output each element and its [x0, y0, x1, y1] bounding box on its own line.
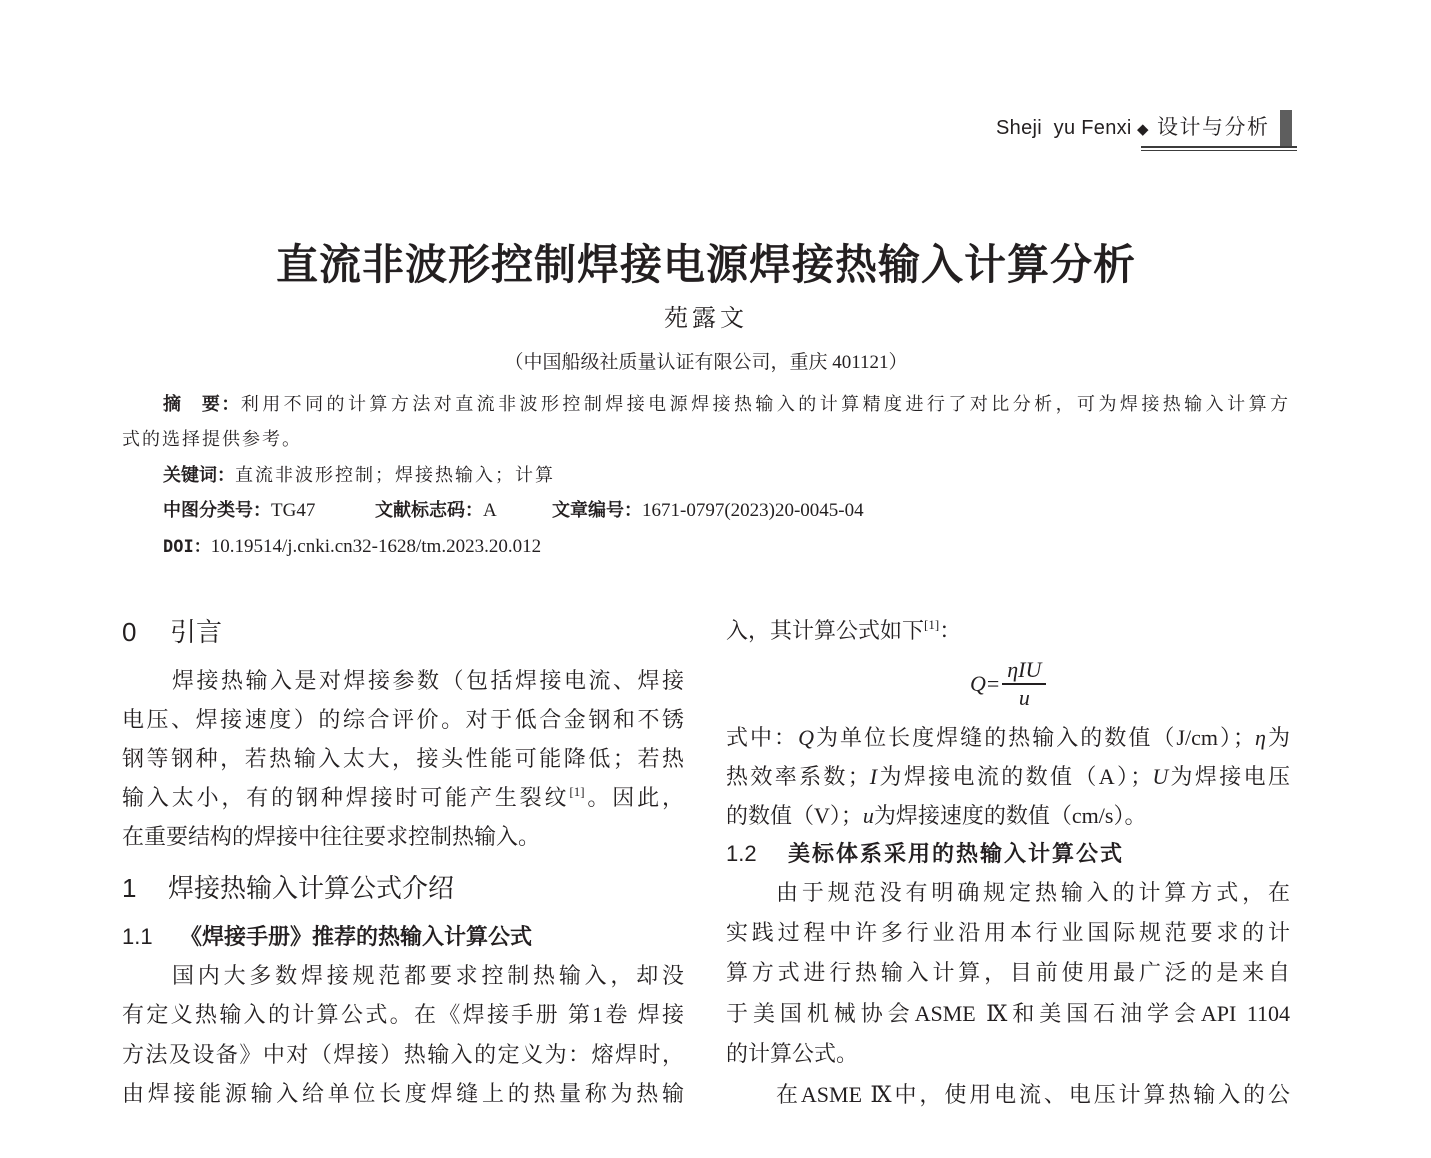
text-run: 入，其计算公式如下	[726, 618, 925, 643]
section-1-2-number: 1.2	[726, 841, 757, 866]
text-run: 为单位长度焊缝的热输入的数值（J/cm）；	[813, 725, 1256, 750]
text-line: 电压、焊接速度）的综合评价。对于低合金钢和不锈	[122, 707, 684, 732]
keywords-text: 直流非波形控制；焊接热输入；计算	[235, 465, 555, 485]
running-header-section: 设计与分析	[1157, 116, 1270, 139]
abstract-line: 式的选择提供参考。	[122, 429, 302, 449]
doi-label: DOI：	[163, 537, 211, 557]
section-0-number: 0	[122, 617, 137, 647]
text-run: 的数值（V）；	[726, 803, 863, 828]
introduction-paragraph	[122, 661, 684, 856]
formula-fraction	[1002, 657, 1046, 711]
text-line	[726, 796, 1290, 835]
section-1-1-number: 1.1	[122, 924, 153, 949]
text-line	[726, 718, 1290, 757]
handbook-paragraph-continued	[726, 611, 1290, 650]
text-line: 有定义热输入的计算公式。在《焊接手册 第1卷 焊接	[122, 1002, 684, 1028]
paper-title: 直流非波形控制焊接电源焊接热输入计算分析	[275, 241, 1136, 288]
text-line: 国内大多数焊接规范都要求控制热输入，却没	[172, 963, 684, 988]
text-line	[122, 778, 684, 817]
text-line: 在ASME Ⅸ中，使用电流、电压计算热输入的公	[776, 1082, 1290, 1107]
text-run: 为焊接速度的数值（cm/s）。	[873, 803, 1147, 828]
document-code-value: A	[483, 500, 497, 521]
text-line: 焊接热输入是对焊接参数（包括焊接电流、焊接	[172, 668, 684, 693]
section-1-number: 1	[122, 873, 137, 903]
text-line	[726, 611, 1290, 650]
article-number-label: 文章编号：	[552, 500, 642, 520]
handbook-paragraph	[122, 956, 684, 1113]
text-run: 为焊接电流的数值（A）；	[877, 764, 1153, 789]
article-number-value: 1671-0797(2023)20-0045-04	[642, 500, 864, 521]
header-bar-decoration	[1280, 110, 1292, 146]
clc-label: 中图分类号：	[163, 500, 271, 520]
formula-equals: =	[986, 671, 1000, 696]
asme-api-paragraph	[726, 873, 1290, 1074]
asme-ix-paragraph	[726, 1075, 1290, 1115]
math-variable: η	[1255, 725, 1266, 750]
doi-value: 10.19514/j.cnki.cn32-1628/tm.2023.20.012	[210, 536, 542, 557]
document-code-label: 文献标志码：	[375, 500, 483, 520]
text-line: 在重要结构的焊接中往往要求控制热输入。	[122, 824, 541, 849]
text-line: 算方式进行热输入计算，目前使用最广泛的是来自	[726, 960, 1290, 986]
citation-superscript: [1]	[924, 617, 940, 632]
keywords	[163, 458, 555, 493]
text-run: 式中：	[726, 725, 799, 750]
section-1-1-title: 《焊接手册》推荐的热输入计算公式	[180, 924, 533, 949]
formula-lhs: Q	[970, 671, 986, 696]
doi	[163, 529, 541, 565]
abstract-label: 摘 要：	[163, 394, 241, 414]
running-header-pinyin: Sheji yu Fenxi	[996, 117, 1132, 139]
heat-input-formula	[970, 656, 1046, 712]
math-variable: U	[1152, 764, 1169, 789]
text-run: 热效率系数；	[726, 764, 870, 789]
section-0-title: 引言	[170, 617, 223, 647]
abstract-line	[122, 387, 1290, 422]
diamond-icon: ◆	[1137, 120, 1149, 138]
text-run: 为	[1265, 725, 1290, 750]
text-run: ：	[939, 618, 962, 643]
text-run: 输入太小，有的钢种焊接时可能产生裂纹	[122, 785, 570, 810]
text-line: 于美国机械协会ASME Ⅸ和美国石油学会API 1104	[726, 1000, 1290, 1026]
text-line	[726, 757, 1290, 796]
abstract-text: 利用不同的计算方法对直流非波形控制焊接电源焊接热输入的计算精度进行了对比分析，可为焊接热输入计算方	[240, 394, 1291, 414]
header-double-rule	[1141, 146, 1297, 151]
section-1-2-title: 美标体系采用的热输入计算公式	[788, 841, 1125, 866]
author-name: 苑露文	[664, 306, 748, 332]
text-line: 方法及设备》中对（焊接）热输入的定义为：熔焊时，	[122, 1041, 684, 1067]
math-variable: I	[869, 764, 878, 789]
text-line: 钢等钢种，若热输入太大，接头性能可能降低；若热	[122, 746, 684, 771]
text-line: 的计算公式。	[726, 1040, 859, 1066]
formula-definitions	[726, 718, 1290, 835]
abstract	[122, 387, 1290, 457]
text-line: 由焊接能源输入给单位长度焊缝上的热量称为热输	[122, 1080, 684, 1106]
document-code	[375, 493, 497, 528]
math-variable: u	[862, 803, 874, 828]
math-variable: Q	[798, 725, 814, 750]
citation-superscript: [1]	[569, 784, 585, 799]
clc-number	[163, 493, 315, 528]
article-number	[552, 493, 864, 528]
text-run: 为焊接电压	[1168, 764, 1290, 789]
formula-denominator: u	[1018, 684, 1030, 710]
text-line: 由于规范没有明确规定热输入的计算方式，在	[776, 880, 1290, 905]
text-run: 。因此，	[584, 785, 684, 810]
keywords-label: 关键词：	[163, 465, 235, 485]
section-1-title: 焊接热输入计算公式介绍	[168, 873, 455, 903]
clc-value: TG47	[271, 500, 316, 521]
author-affiliation: （中国船级社质量认证有限公司，重庆 401121）	[504, 352, 908, 373]
text-line: 实践过程中许多行业沿用本行业国际规范要求的计	[726, 920, 1290, 946]
formula-numerator: ηIU	[1007, 657, 1042, 683]
